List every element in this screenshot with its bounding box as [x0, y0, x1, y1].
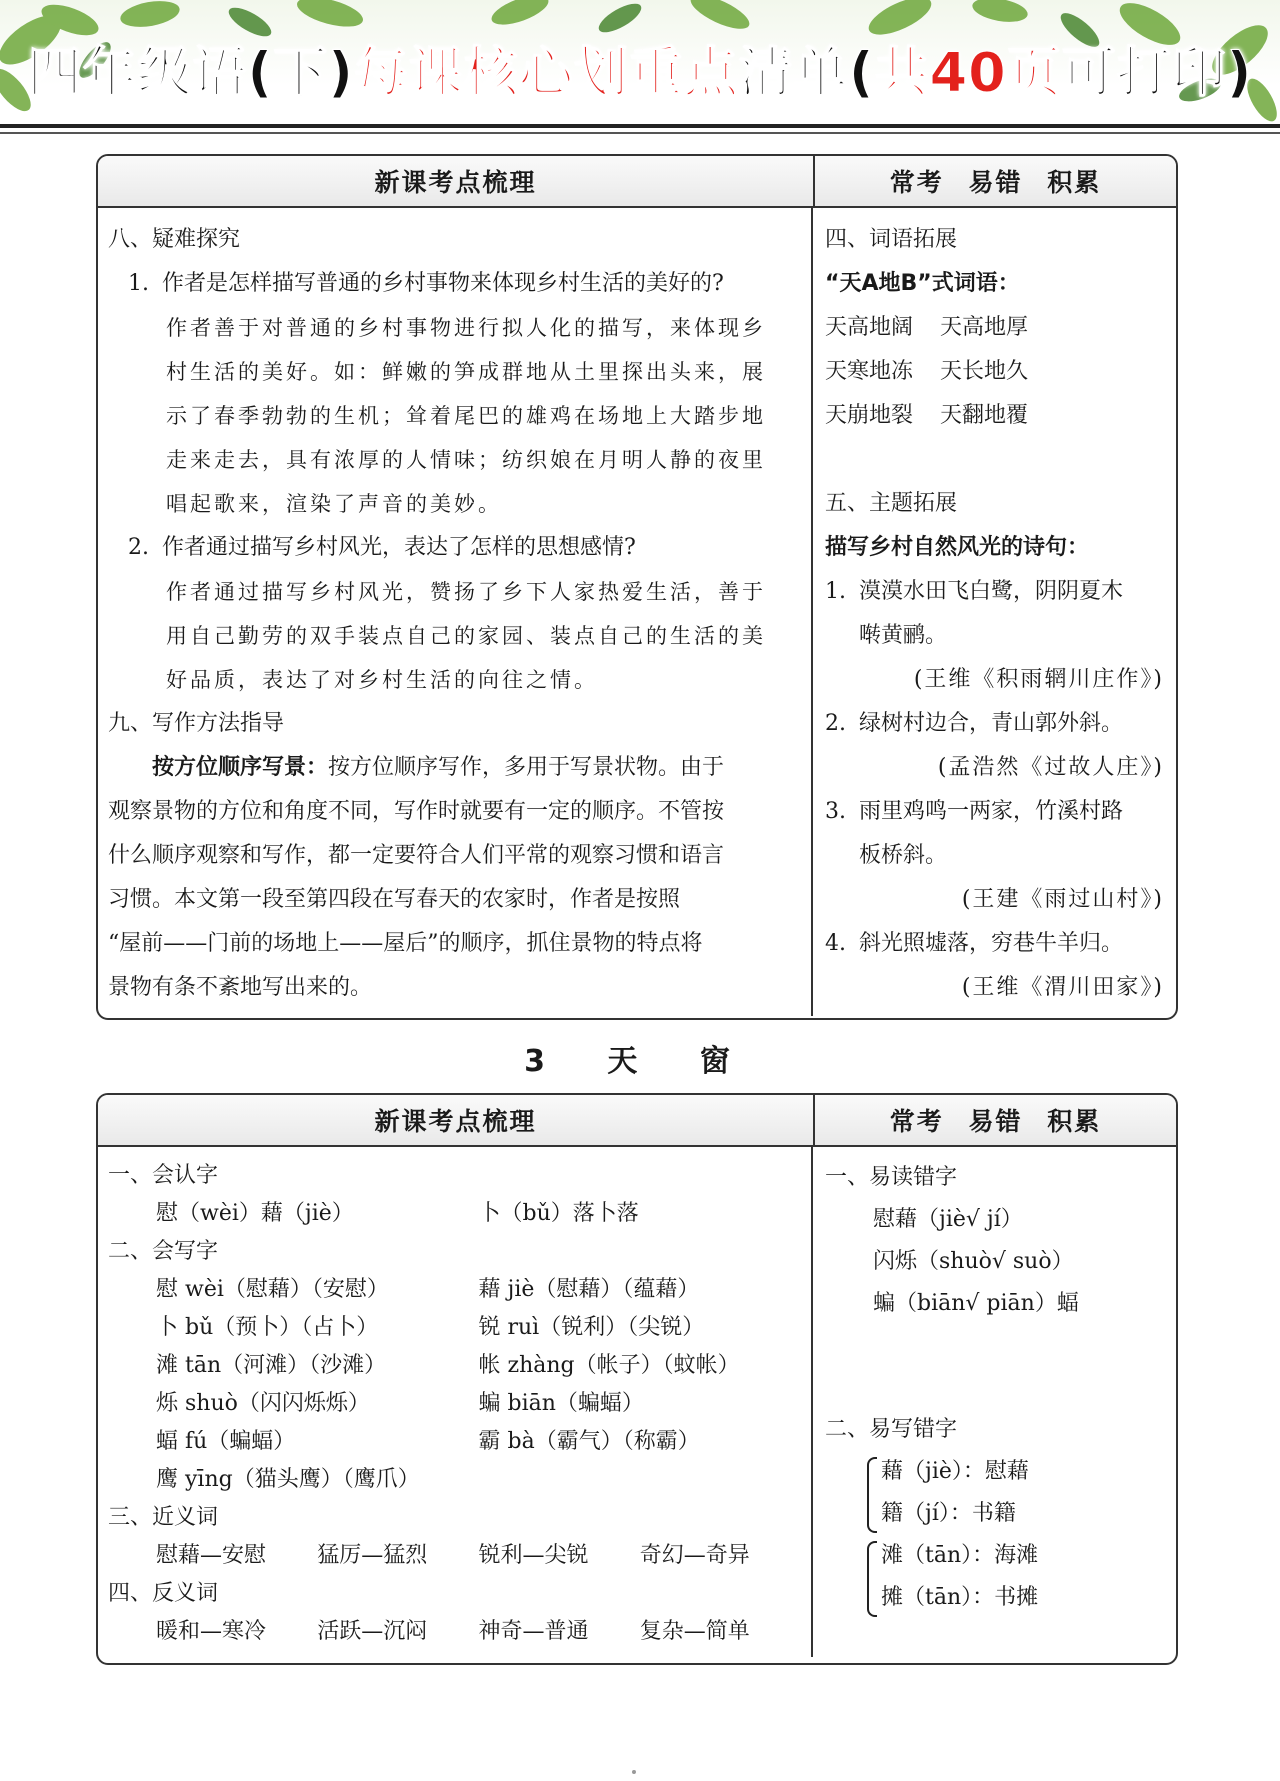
write-item: 锐 ruì（锐利）（尖锐）: [478, 1315, 705, 1340]
answer-line: 示了春季勃勃的生机；耸着尾巴的雄鸡在场地上大踏步地: [166, 404, 766, 428]
write-item: 霸 bà（霸气）（称霸）: [478, 1429, 700, 1454]
section-heading-text: 一、会认字: [108, 1163, 219, 1188]
poem-line: [825, 570, 1168, 614]
section-heading-text: 四、反义词: [108, 1581, 219, 1606]
antonym-item: 神奇—普通: [478, 1619, 589, 1644]
section-heading: 八、疑难探究: [108, 227, 241, 252]
section-heading: [108, 1575, 801, 1613]
section-heading: 九、写作方法指导: [108, 711, 285, 736]
answer-line: 村生活的美好。如：鲜嫩的笋成群地从土里探出头来，展: [166, 360, 766, 384]
poem-number: 3.: [825, 799, 846, 824]
question-text: 作者是怎样描写普通的乡村事物来体现乡村生活的美好的?: [162, 271, 724, 296]
spacer: [825, 1325, 1168, 1367]
brace-icon: [867, 1541, 877, 1617]
review-box-1: [96, 154, 1178, 1020]
miswrite-item: 摊（tān）：书摊: [881, 1585, 1039, 1610]
poem-source: (王建《雨过山村》): [961, 887, 1164, 912]
header-right: 常考 易错 积累: [889, 168, 1102, 197]
recognize-item: 卜（bǔ）落卜落: [478, 1201, 639, 1226]
poem-text: 漠漠水田飞白鹭，阴阴夏木: [859, 579, 1124, 604]
miswrite-group-1: [825, 1451, 1168, 1535]
poem-source: (王维《积雨辋川庄作》): [913, 667, 1164, 692]
poem-number: 2.: [825, 711, 846, 736]
divider: [0, 132, 1280, 134]
spacer: [825, 438, 1168, 482]
left-column: [98, 208, 813, 1016]
title-part-list: 清单(: [738, 41, 875, 104]
poem-number: 1.: [825, 579, 846, 604]
poem-line: [825, 922, 1168, 966]
poem-line: [825, 790, 1168, 834]
poem-text: 绿树村边合，青山郭外斜。: [859, 711, 1124, 736]
poem-text: 雨里鸡鸣一两家，竹溪村路: [859, 799, 1124, 824]
section-heading: [108, 1499, 801, 1537]
method-first-line: [108, 746, 801, 790]
section-heading-text: 二、会写字: [108, 1239, 219, 1264]
answer-line: 唱起歌来，渲染了声音的美妙。: [166, 492, 502, 516]
method-line: 景物有条不紊地写出来的。: [108, 975, 373, 1000]
synonym-item: 慰藉—安慰: [156, 1543, 267, 1568]
title-banner: [0, 0, 1280, 122]
method-label: 按方位顺序写景：: [152, 755, 329, 780]
title-part-grade: 四年级语(下): [27, 41, 354, 104]
section-heading-text: 三、近义词: [108, 1505, 219, 1530]
write-row: [108, 1271, 801, 1309]
question-number: 2.: [128, 535, 149, 560]
answer-line: 作者善于对普通的乡村事物进行拟人化的描写，来体现乡: [166, 316, 766, 340]
method-line: 观察景物的方位和角度不同，写作时就要有一定的顺序。不管按: [108, 799, 725, 824]
write-item: 烁 shuò（闪闪烁烁）: [156, 1391, 370, 1416]
section-heading: 一、易读错字: [825, 1165, 958, 1190]
divider: [0, 124, 1280, 128]
write-item: 帐 zhàng（帐子）（蚊帐）: [478, 1353, 740, 1378]
antonym-item: 暖和—寒冷: [156, 1619, 267, 1644]
write-item: 卜 bǔ（预卜）（占卜）: [156, 1315, 379, 1340]
answer-line: 走来走去，具有浓厚的人情味；纺织娘在月明人静的夜里: [166, 448, 766, 472]
idiom-row: 天崩地裂 天翻地覆: [825, 403, 1028, 428]
review-box-2: [96, 1093, 1178, 1665]
recognize-item: 慰（wèi）藉（jiè）: [156, 1201, 354, 1226]
answer-line: 作者通过描写乡村风光，赞扬了乡下人家热爱生活，善于: [166, 580, 766, 604]
box-header: [98, 156, 1176, 208]
spacer: [825, 1367, 1168, 1409]
antonym-item: 复杂—简单: [639, 1619, 750, 1644]
write-row: [108, 1309, 801, 1347]
miswrite-group-2: [825, 1535, 1168, 1619]
answer-line: 好品质，表达了对乡村生活的向往之情。: [166, 668, 598, 692]
title-part-print: 可打印): [1061, 41, 1253, 104]
header-left: 新课考点梳理: [98, 1095, 815, 1145]
section-heading: 四、词语拓展: [825, 227, 958, 252]
chapter-title: 3 天 窗: [524, 1044, 756, 1079]
idiom-row: 天寒地冻 天长地久: [825, 359, 1028, 384]
title-part-focus: 每课核心划重点: [353, 41, 739, 104]
method-line: 什么顺序观察和写作，都一定要符合人们平常的观察习惯和语言: [108, 843, 725, 868]
write-row: [108, 1347, 801, 1385]
antonym-item: 活跃—沉闷: [317, 1619, 428, 1644]
poem-number: 4.: [825, 931, 846, 956]
write-item: 藉 jiè（慰藉）（蕴藉）: [478, 1277, 700, 1302]
idiom-row: 天高地阔 天高地厚: [825, 315, 1028, 340]
antonym-row: [108, 1613, 801, 1651]
miswrite-item: 藉（jiè）：慰藉: [881, 1459, 1029, 1484]
poem-source: (王维《渭川田家》): [961, 975, 1164, 1000]
write-row: [108, 1461, 801, 1499]
write-row: [108, 1423, 801, 1461]
brace-icon: [867, 1457, 877, 1533]
poem-text: 斜光照墟落，穷巷牛羊归。: [859, 931, 1124, 956]
section-heading: 二、易写错字: [825, 1417, 958, 1442]
misread-item: 慰藉（jiè√ jí）: [873, 1207, 1023, 1232]
title-part-pages: 共40页: [874, 41, 1062, 104]
recognize-row: [108, 1195, 801, 1233]
section-heading: [108, 1233, 801, 1271]
method-text: 按方位顺序写作，多用于写景状物。由于: [328, 755, 725, 780]
right-column: [813, 1147, 1176, 1657]
right-column: [813, 208, 1176, 1016]
section-heading: 五、主题拓展: [825, 491, 958, 516]
idiom-pattern: “天A地B”式词语：: [825, 271, 1020, 296]
box-header: [98, 1095, 1176, 1147]
left-column: [98, 1147, 813, 1657]
header-left: 新课考点梳理: [98, 156, 815, 206]
write-item: 蝠 fú（蝙蝠）: [156, 1429, 296, 1454]
misread-item: 闪烁（shuò√ suò）: [873, 1249, 1074, 1274]
write-item: 鹰 yīng（猫头鹰）（鹰爪）: [156, 1467, 420, 1492]
synonym-item: 奇幻—奇异: [639, 1543, 750, 1568]
synonym-item: 锐利—尖锐: [478, 1543, 589, 1568]
miswrite-item: 滩（tān）：海滩: [881, 1543, 1039, 1568]
answer-line: 用自己勤劳的双手装点自己的家园、装点自己的生活的美: [166, 624, 766, 648]
synonym-row: [108, 1537, 801, 1575]
write-item: 滩 tān（河滩）（沙滩）: [156, 1353, 387, 1378]
poem-source: (孟浩然《过故人庄》): [937, 755, 1164, 780]
page-title: [0, 30, 1280, 107]
question-2: [108, 526, 801, 570]
header-right: 常考 易错 积累: [889, 1107, 1102, 1136]
section-heading: [108, 1157, 801, 1195]
write-item: 慰 wèi（慰藉）（安慰）: [156, 1277, 389, 1302]
poem-line: 板桥斜。: [859, 843, 948, 868]
method-line: “屋前——门前的场地上——屋后”的顺序，抓住景物的特点将: [108, 931, 703, 956]
question-1: [108, 262, 801, 306]
question-number: 1.: [128, 271, 149, 296]
miswrite-item: 籍（jí）：书籍: [881, 1501, 1016, 1526]
write-item: 蝙 biān（蝙蝠）: [478, 1391, 644, 1416]
poem-line: 啭黄鹂。: [859, 623, 948, 648]
synonym-item: 猛厉—猛烈: [317, 1543, 428, 1568]
question-text: 作者通过描写乡村风光，表达了怎样的思想感情?: [162, 535, 636, 560]
misread-item: 蝙（biān√ piān）蝠: [873, 1291, 1079, 1316]
poem-heading: 描写乡村自然风光的诗句：: [825, 535, 1090, 560]
method-line: 习惯。本文第一段至第四段在写春天的农家时，作者是按照: [108, 887, 681, 912]
page-mark: [632, 1770, 636, 1774]
write-row: [108, 1385, 801, 1423]
poem-line: [825, 702, 1168, 746]
